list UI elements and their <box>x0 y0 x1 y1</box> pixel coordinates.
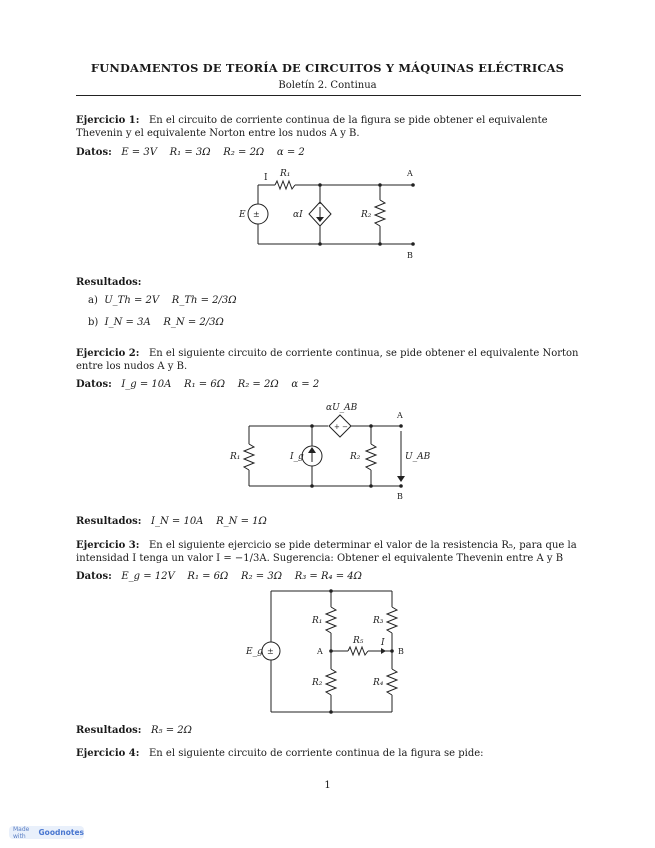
ex2-text: En el siguiente circuito de corriente continua, se pide obtener el equivalente Norton entre los nudos A y B. <box>76 348 579 372</box>
ex3-datos-values: E_g = 12V R₁ = 6Ω R₂ = 3Ω R₃ = R₄ = 4Ω <box>121 571 362 582</box>
ex3-text: En el siguiente ejercicio se pide determinar el valor de la resistencia R₅, para que la intensidad I tenga un valor I = −1/3A. Sugerencia: Obtener el equivalente Thevenin entre A y B <box>76 540 577 564</box>
ex1-result-a-tag: a) <box>88 295 98 306</box>
ex3-resistor-r5 <box>348 647 368 655</box>
ex3-resistor-r2 <box>326 669 336 695</box>
ex1-datos <box>76 146 581 159</box>
ex1-label-e: E <box>239 210 246 220</box>
ex2-circuit-figure <box>225 398 435 504</box>
ex1-label: Ejercicio 1: <box>76 115 140 126</box>
ex1-result-b-tag: b) <box>88 317 99 328</box>
header-rule <box>76 95 581 96</box>
ex2-label-pm: + − <box>334 423 348 431</box>
ex1-results-label: Resultados: <box>76 277 142 288</box>
ex3-label-pm: ± <box>267 647 274 656</box>
ex3-label: Ejercicio 3: <box>76 540 140 551</box>
ex2-resistor-r1 <box>244 444 254 470</box>
page-number: 1 <box>324 780 331 791</box>
ex3-resistor-r1 <box>326 607 336 633</box>
ex3-label-r3: R₃ <box>373 616 384 626</box>
ex3-label-r4: R₄ <box>373 678 384 688</box>
ex4-statement <box>76 747 581 760</box>
ex1-label-r1: R₁ <box>280 169 291 179</box>
ex3-label-eg: E_g <box>246 647 263 657</box>
ex3-label-r5: R₅ <box>353 636 364 646</box>
ex1-result-a-text: U_Th = 2V R_Th = 2/3Ω <box>104 295 237 306</box>
ex2-label-alpha-uab: αU_AB <box>326 403 358 413</box>
ex1-datos-values: E = 3V R₁ = 3Ω R₂ = 2Ω α = 2 <box>121 147 305 158</box>
ex2-datos <box>76 378 581 391</box>
ex2-datos-values: I_g = 10A R₁ = 6Ω R₂ = 2Ω α = 2 <box>121 379 320 390</box>
ex1-result-a <box>88 295 237 306</box>
ex3-results-values: R₅ = 2Ω <box>151 725 192 736</box>
ex3-label-i: I <box>381 638 385 648</box>
ex3-label-r1: R₁ <box>312 616 323 626</box>
ex2-label-ig: I_g <box>290 452 304 462</box>
ex1-label-i: I <box>264 173 268 183</box>
ex1-result-b-text: I_N = 3A R_N = 2/3Ω <box>104 317 224 328</box>
ex1-label-a: A <box>407 169 413 178</box>
ex2-label-r1: R₁ <box>230 452 241 462</box>
ex2-statement <box>76 347 581 373</box>
ex2-label-a: A <box>397 411 403 420</box>
ex1-statement <box>76 114 581 140</box>
ex3-statement <box>76 539 581 565</box>
ex4-label: Ejercicio 4: <box>76 748 140 759</box>
ex3-resistor-r3 <box>387 607 397 633</box>
ex3-datos-label: Datos: <box>76 571 112 582</box>
ex1-label-b: B <box>407 251 413 260</box>
ex1-resistor-r1 <box>275 181 295 189</box>
document-title: FUNDAMENTOS DE TEORÍA DE CIRCUITOS Y MÁQUINAS ELÉCTRICAS <box>90 61 565 75</box>
ex2-label-uab: U_AB <box>405 452 431 462</box>
badge-brand: Goodnotes <box>38 828 84 837</box>
badge-made-with: Made with <box>13 825 30 840</box>
ex3-results <box>76 724 581 737</box>
ex1-label-pm: ± <box>253 210 260 219</box>
ex1-result-b <box>88 317 224 328</box>
ex2-label-b: B <box>397 492 403 501</box>
ex2-results-label: Resultados: <box>76 516 142 527</box>
ex3-datos <box>76 570 581 583</box>
ex1-text: En el circuito de corriente continua de la figura se pide obtener el equivalente Thevenin y el equivalente Norton entre los nudos A y B. <box>76 115 548 139</box>
ex1-resistor-r2 <box>375 200 385 226</box>
ex3-resistor-r4 <box>387 669 397 695</box>
ex4-text: En el siguiente circuito de corriente continua de la figura se pide: <box>149 748 484 759</box>
ex2-datos-label: Datos: <box>76 379 112 390</box>
ex2-results <box>76 515 581 528</box>
ex3-label-r2: R₂ <box>312 678 323 688</box>
ex1-circuit-figure <box>230 164 430 264</box>
ex1-label-alpha-i: αI <box>293 210 303 220</box>
ex2-resistor-r2 <box>366 444 376 470</box>
goodnotes-badge <box>9 826 84 839</box>
ex1-label-r2: R₂ <box>361 210 372 220</box>
document-subtitle: Boletín 2. Continua <box>278 80 377 91</box>
ex2-label: Ejercicio 2: <box>76 348 140 359</box>
ex1-results-heading <box>76 276 581 289</box>
ex2-label-r2: R₂ <box>350 452 361 462</box>
ex2-results-values: I_N = 10A R_N = 1Ω <box>151 516 267 527</box>
ex1-datos-label: Datos: <box>76 147 112 158</box>
ex3-results-label: Resultados: <box>76 725 142 736</box>
ex3-label-a: A <box>317 647 323 656</box>
ex3-label-b: B <box>398 647 404 656</box>
ex3-circuit-figure <box>240 585 415 717</box>
